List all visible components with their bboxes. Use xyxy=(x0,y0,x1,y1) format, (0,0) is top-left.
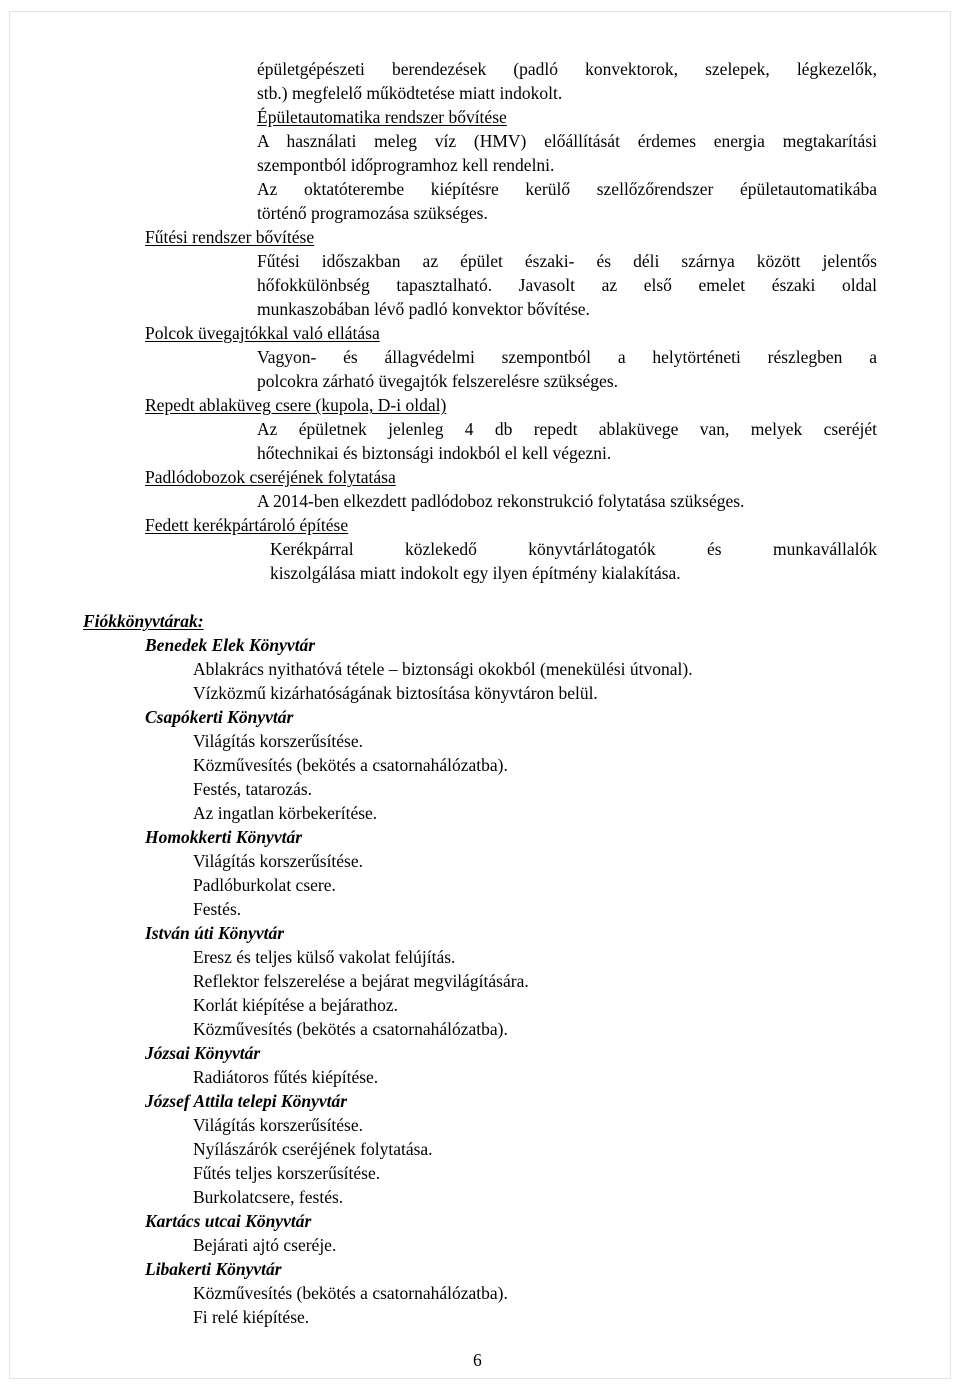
section-text-line: Fűtési időszakban az épület északi- és déli szárnya között jelentős xyxy=(257,251,877,271)
section-heading: Fedett kerékpártároló építése xyxy=(145,515,349,535)
library-name: József Attila telepi Könyvtár xyxy=(145,1091,348,1111)
intro-line: stb.) megfelelő működtetése miatt indokolt. xyxy=(257,83,563,103)
library-item: Bejárati ajtó cseréje. xyxy=(193,1235,337,1255)
section-text-line: munkaszobában lévő padló konvektor bővítése. xyxy=(257,299,590,319)
library-item: Festés. xyxy=(193,899,242,919)
section-text-line: hőfokkülönbség tapasztalható. Javasolt az első emelet északi oldal xyxy=(257,275,877,295)
section-heading: Repedt ablaküveg csere (kupola, D-i oldal) xyxy=(145,395,447,415)
library-item: Közművesítés (bekötés a csatornahálózatba). xyxy=(193,1019,508,1039)
section-heading: Fűtési rendszer bővítése xyxy=(145,227,315,247)
section-heading: Épületautomatika rendszer bővítése xyxy=(257,107,507,127)
library-item: Fi relé kiépítése. xyxy=(193,1307,310,1327)
section-text-line: hőtechnikai és biztonsági indokból el kell végezni. xyxy=(257,443,612,463)
library-item: Közművesítés (bekötés a csatornahálózatba). xyxy=(193,755,508,775)
section-text-line: A 2014-ben elkezdett padlódoboz rekonstrukció folytatása szükséges. xyxy=(257,491,745,511)
library-name: Benedek Elek Könyvtár xyxy=(145,635,316,655)
library-item: Burkolatcsere, festés. xyxy=(193,1187,344,1207)
library-item: Korlát kiépítése a bejárathoz. xyxy=(193,995,399,1015)
library-name: Józsai Könyvtár xyxy=(145,1043,261,1063)
library-item: Eresz és teljes külső vakolat felújítás. xyxy=(193,947,456,967)
section-text-line: történő programozása szükséges. xyxy=(257,203,488,223)
library-item: Közművesítés (bekötés a csatornahálózatba). xyxy=(193,1283,508,1303)
library-name: István úti Könyvtár xyxy=(145,923,285,943)
library-item: Nyílászárók cseréjének folytatása. xyxy=(193,1139,433,1159)
library-item: Padlóburkolat csere. xyxy=(193,875,336,895)
library-item: Reflektor felszerelése a bejárat megvilágítására. xyxy=(193,971,529,991)
library-item: Fűtés teljes korszerűsítése. xyxy=(193,1163,381,1183)
library-name: Homokkerti Könyvtár xyxy=(145,827,303,847)
section-text-line: Az oktatóterembe kiépítésre kerülő szellőzőrendszer épületautomatikába xyxy=(257,179,877,199)
library-name: Kartács utcai Könyvtár xyxy=(145,1211,312,1231)
section-text-line: szempontból időprogramhoz kell rendelni. xyxy=(257,155,555,175)
section-heading: Polcok üvegajtókkal való ellátása xyxy=(145,323,380,343)
library-item: Világítás korszerűsítése. xyxy=(193,731,364,751)
library-item: Festés, tatarozás. xyxy=(193,779,313,799)
intro-line: épületgépészeti berendezések (padló konvektorok, szelepek, légkezelők, xyxy=(257,59,877,79)
section-text-line: kiszolgálása miatt indokolt egy ilyen építmény kialakítása. xyxy=(270,563,681,583)
section-text-line: A használati meleg víz (HMV) előállítását érdemes energia megtakarítási xyxy=(257,131,877,151)
page-number: 6 xyxy=(473,1350,482,1370)
section-text-line: Vagyon- és állagvédelmi szempontból a helytörténeti részlegben a xyxy=(257,347,877,367)
section-heading: Padlódobozok cseréjének folytatása xyxy=(145,467,396,487)
library-name: Csapókerti Könyvtár xyxy=(145,707,294,727)
library-name: Libakerti Könyvtár xyxy=(145,1259,282,1279)
section-text-line: Kerékpárral közlekedő könyvtárlátogatók és munkavállalók xyxy=(270,539,877,559)
section-text-line: Az épületnek jelenleg 4 db repedt ablaküvege van, melyek cseréjét xyxy=(257,419,877,439)
library-item: Világítás korszerűsítése. xyxy=(193,851,364,871)
section-text-line: polcokra zárható üvegajtók felszerelésre szükséges. xyxy=(257,371,619,391)
library-item: Radiátoros fűtés kiépítése. xyxy=(193,1067,379,1087)
library-item: Világítás korszerűsítése. xyxy=(193,1115,364,1135)
branches-title: Fiókkönyvtárak: xyxy=(83,611,204,631)
library-item: Ablakrács nyithatóvá tétele – biztonsági okokból (menekülési útvonal). xyxy=(193,659,693,679)
library-item: Az ingatlan körbekerítése. xyxy=(193,803,378,823)
library-item: Vízközmű kizárhatóságának biztosítása könyvtáron belül. xyxy=(193,683,598,703)
